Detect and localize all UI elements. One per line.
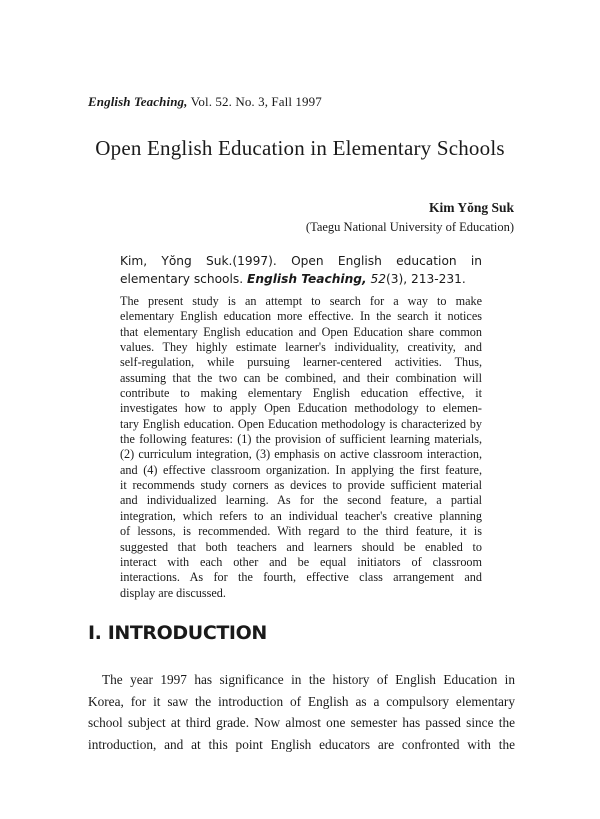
abstract-line: investigates how to apply Open Education methodology to elemen- [120,401,482,416]
body-text [88,669,515,755]
abstract-line: self-regulation, while pursuing learner-centered activities. Thus, [120,355,482,370]
citation-prefix: Kim, Yŏng Suk.(1997). Open English education in elementary schools. [120,254,482,286]
abstract-line: integration, which refers to an individual teacher's creative planning [120,508,482,523]
abstract-line: of lessons, is recommended. With regard to the third feature, it is [120,524,482,539]
citation [120,253,482,288]
citation-journal: English Teaching, [247,271,367,286]
paper-title: Open English Education in Elementary Schools [95,136,505,160]
abstract [120,294,482,601]
journal-issue: Vol. 52. No. 3, Fall 1997 [190,94,322,109]
journal-name: English Teaching, [88,94,188,109]
abstract-line: interactions. As for the fourth, effective class arrangement and [120,570,482,585]
citation-rest: (3), 213-231. [386,271,466,286]
body-line: introduction, and at this point English educators are confronted with the [88,736,515,752]
author-affiliation: (Taegu National University of Education) [305,220,514,234]
abstract-line: that elementary English education and Open Education share common [120,324,482,339]
body-line: The year 1997 has significance in the history of English Education in [102,672,515,687]
abstract-line: the following features: (1) the provision of sufficient learning materials, [120,432,482,447]
abstract-line: The present study is an attempt to search for a way to make [120,294,482,308]
abstract-line: (2) curriculum integration, (3) emphasis on active classroom interaction, [120,447,482,462]
section-heading: I. INTRODUCTION [88,622,267,644]
abstract-line: contribute to making elementary English education effective, it [120,386,482,401]
abstract-line: display are discussed. [120,585,226,600]
abstract-line: interact with each other and be equal initiators of classroom [120,554,482,569]
abstract-line: suggested that both teachers and learners should be enabled to [120,539,482,554]
abstract-line: values. They highly estimate learner's individuality, creativity, and [120,340,482,355]
body-line: school subject at third grade. Now almost one semester has passed since the [88,715,515,730]
abstract-line: assuming that the two can be combined, and their combination will [120,370,482,385]
citation-volume: 52 [370,271,386,286]
body-line: Korea, for it saw the introduction of English as a compulsory elementary [88,693,515,709]
abstract-line: and (4) effective classroom organization. In applying the first feature, [120,462,482,477]
abstract-line: it recommends study corners as devices to provide sufficient material [120,478,482,493]
abstract-line: and individualized learning. As for the second feature, a partial [120,493,482,508]
journal-header [88,94,322,110]
abstract-line: elementary English education more effective. In the search it notices [120,309,482,324]
abstract-line: tary English education. Open Education methodology is characterized by [120,416,482,431]
author-name: Kim Yŏng Suk [428,200,514,215]
